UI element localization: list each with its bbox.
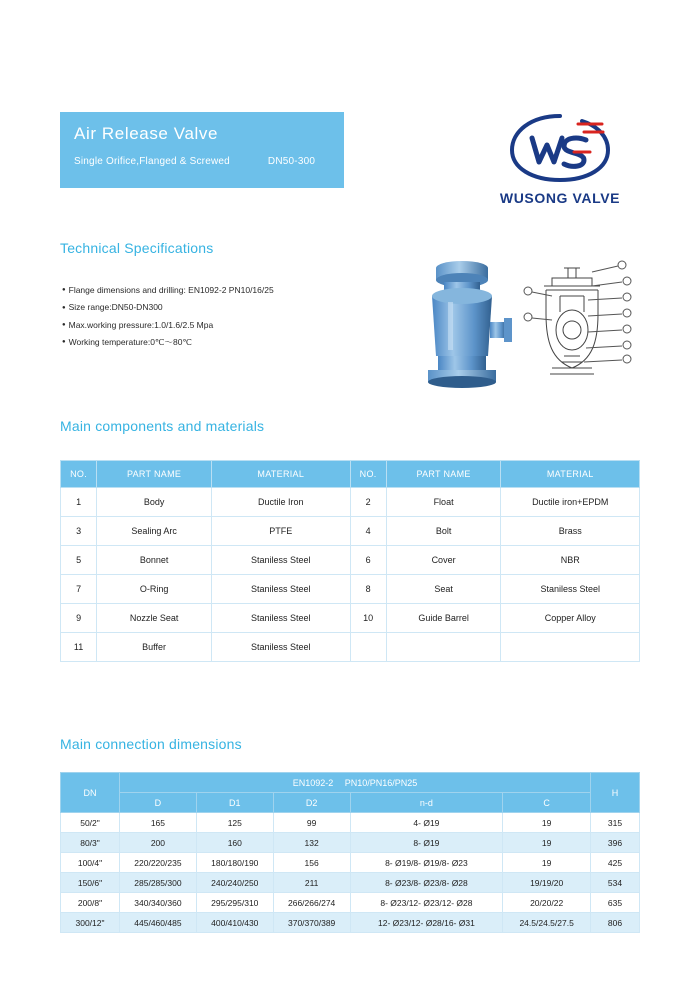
table-row (61, 913, 640, 933)
cell-c: 19 (503, 833, 591, 853)
cell-material-2: Ductile iron+EPDM (501, 488, 640, 517)
cell-c: 19/19/20 (503, 873, 591, 893)
cell-material: PTFE (212, 517, 351, 546)
cell-d2: 132 (273, 833, 350, 853)
cell-no: 5 (61, 546, 97, 575)
valve-section-drawing (522, 256, 650, 388)
title-banner (60, 112, 344, 188)
cell-dn: 50/2" (61, 813, 120, 833)
table-header-row (61, 461, 640, 488)
cell-d: 445/460/485 (120, 913, 197, 933)
cell-no-2 (350, 633, 386, 662)
cell-part-name-2: Cover (386, 546, 501, 575)
cell-material-2: NBR (501, 546, 640, 575)
cell-nd: 8- Ø19 (350, 833, 503, 853)
cell-no: 11 (61, 633, 97, 662)
cell-d2: 156 (273, 853, 350, 873)
cell-d1: 295/295/310 (196, 893, 273, 913)
table-header-row-group (61, 773, 640, 793)
cell-d: 220/220/235 (120, 853, 197, 873)
cell-material: Ductile Iron (212, 488, 351, 517)
column-header-h: H (591, 773, 640, 813)
cell-h: 806 (591, 913, 640, 933)
cell-part-name: O-Ring (97, 575, 212, 604)
cell-no: 9 (61, 604, 97, 633)
column-header-no: NO. (61, 461, 97, 488)
cell-no: 1 (61, 488, 97, 517)
cell-dn: 80/3" (61, 833, 120, 853)
subtitle-text: Single Orifice,Flanged & Screwed (74, 156, 230, 167)
cell-material-2: Staniless Steel (501, 575, 640, 604)
table-row (61, 853, 640, 873)
page-subtitle (74, 156, 315, 167)
brand-name: WUSONG VALVE (499, 190, 621, 206)
cell-material: Staniless Steel (212, 546, 351, 575)
cell-material: Staniless Steel (212, 604, 351, 633)
column-header-material-2: MATERIAL (501, 461, 640, 488)
table-row (61, 575, 640, 604)
cell-dn: 150/6" (61, 873, 120, 893)
page-header (0, 112, 700, 212)
cell-nd: 12- Ø23/12- Ø28/16- Ø31 (350, 913, 503, 933)
cell-material: Staniless Steel (212, 575, 351, 604)
section-heading-technical: Technical Specifications (60, 240, 214, 256)
dimensions-table (60, 772, 640, 933)
cell-d2: 99 (273, 813, 350, 833)
cell-d1: 240/240/250 (196, 873, 273, 893)
column-header-standard-group: EN1092-2 PN10/PN16/PN25 (120, 773, 591, 793)
cell-h: 425 (591, 853, 640, 873)
cell-part-name: Bonnet (97, 546, 212, 575)
table-row (61, 604, 640, 633)
column-header-c: C (503, 793, 591, 813)
cell-nd: 8- Ø19/8- Ø19/8- Ø23 (350, 853, 503, 873)
cell-d1: 160 (196, 833, 273, 853)
table-row (61, 488, 640, 517)
cell-nd: 8- Ø23/12- Ø23/12- Ø28 (350, 893, 503, 913)
cell-material-2: Brass (501, 517, 640, 546)
table-row (61, 633, 640, 662)
cell-no-2: 2 (350, 488, 386, 517)
cell-material-2 (501, 633, 640, 662)
section-heading-dimensions: Main connection dimensions (60, 736, 242, 752)
cell-dn: 200/8" (61, 893, 120, 913)
cell-d1: 400/410/430 (196, 913, 273, 933)
cell-no: 7 (61, 575, 97, 604)
cell-d: 200 (120, 833, 197, 853)
column-header-part-name: PART NAME (97, 461, 212, 488)
technical-bullet-list (62, 282, 412, 351)
column-header-d1: D1 (196, 793, 273, 813)
cell-material-2: Copper Alloy (501, 604, 640, 633)
cell-part-name: Sealing Arc (97, 517, 212, 546)
components-table (60, 460, 640, 662)
cell-d: 165 (120, 813, 197, 833)
cell-h: 534 (591, 873, 640, 893)
cell-h: 396 (591, 833, 640, 853)
cell-c: 20/20/22 (503, 893, 591, 913)
valve-product-photo (404, 252, 524, 392)
table-row (61, 833, 640, 853)
cell-part-name-2: Guide Barrel (386, 604, 501, 633)
cell-d2: 266/266/274 (273, 893, 350, 913)
column-header-d: D (120, 793, 197, 813)
page-title: Air Release Valve (74, 124, 219, 143)
cell-d2: 211 (273, 873, 350, 893)
table-row (61, 873, 640, 893)
cell-d: 285/285/300 (120, 873, 197, 893)
cell-part-name: Nozzle Seat (97, 604, 212, 633)
company-logo (470, 112, 650, 206)
cell-part-name-2 (386, 633, 501, 662)
table-row (61, 517, 640, 546)
column-header-nd: n-d (350, 793, 503, 813)
cell-c: 24.5/24.5/27.5 (503, 913, 591, 933)
cell-dn: 100/4" (61, 853, 120, 873)
cell-c: 19 (503, 853, 591, 873)
cell-d2: 370/370/389 (273, 913, 350, 933)
cell-part-name-2: Seat (386, 575, 501, 604)
cell-d1: 180/180/190 (196, 853, 273, 873)
cell-no: 3 (61, 517, 97, 546)
cell-part-name-2: Bolt (386, 517, 501, 546)
section-heading-components: Main components and materials (60, 418, 265, 434)
table-row (61, 546, 640, 575)
column-header-d2: D2 (273, 793, 350, 813)
cell-no-2: 8 (350, 575, 386, 604)
cell-d1: 125 (196, 813, 273, 833)
cell-part-name: Buffer (97, 633, 212, 662)
logo-mark-icon (504, 112, 616, 184)
bullet-item: ● Max.working pressure:1.0/1.6/2.5 Mpa (62, 317, 412, 334)
column-header-part-name-2: PART NAME (386, 461, 501, 488)
cell-d: 340/340/360 (120, 893, 197, 913)
cell-dn: 300/12" (61, 913, 120, 933)
bullet-item: ● Working temperature:0℃～80℃ (62, 334, 412, 351)
table-header-row-sub (61, 793, 640, 813)
cell-part-name-2: Float (386, 488, 501, 517)
bullet-item: ● Size range:DN50-DN300 (62, 299, 412, 316)
size-range-text: DN50-300 (267, 156, 316, 167)
cell-part-name: Body (97, 488, 212, 517)
cell-c: 19 (503, 813, 591, 833)
cell-h: 315 (591, 813, 640, 833)
cell-no-2: 6 (350, 546, 386, 575)
cell-no-2: 4 (350, 517, 386, 546)
cell-material: Staniless Steel (212, 633, 351, 662)
cell-nd: 8- Ø23/8- Ø23/8- Ø28 (350, 873, 503, 893)
cell-nd: 4- Ø19 (350, 813, 503, 833)
table-row (61, 813, 640, 833)
cell-h: 635 (591, 893, 640, 913)
column-header-material: MATERIAL (212, 461, 351, 488)
cell-no-2: 10 (350, 604, 386, 633)
column-header-no-2: NO. (350, 461, 386, 488)
column-header-dn: DN (61, 773, 120, 813)
bullet-item: ● Flange dimensions and drilling: EN1092-2 PN10/16/25 (62, 282, 412, 299)
table-row (61, 893, 640, 913)
